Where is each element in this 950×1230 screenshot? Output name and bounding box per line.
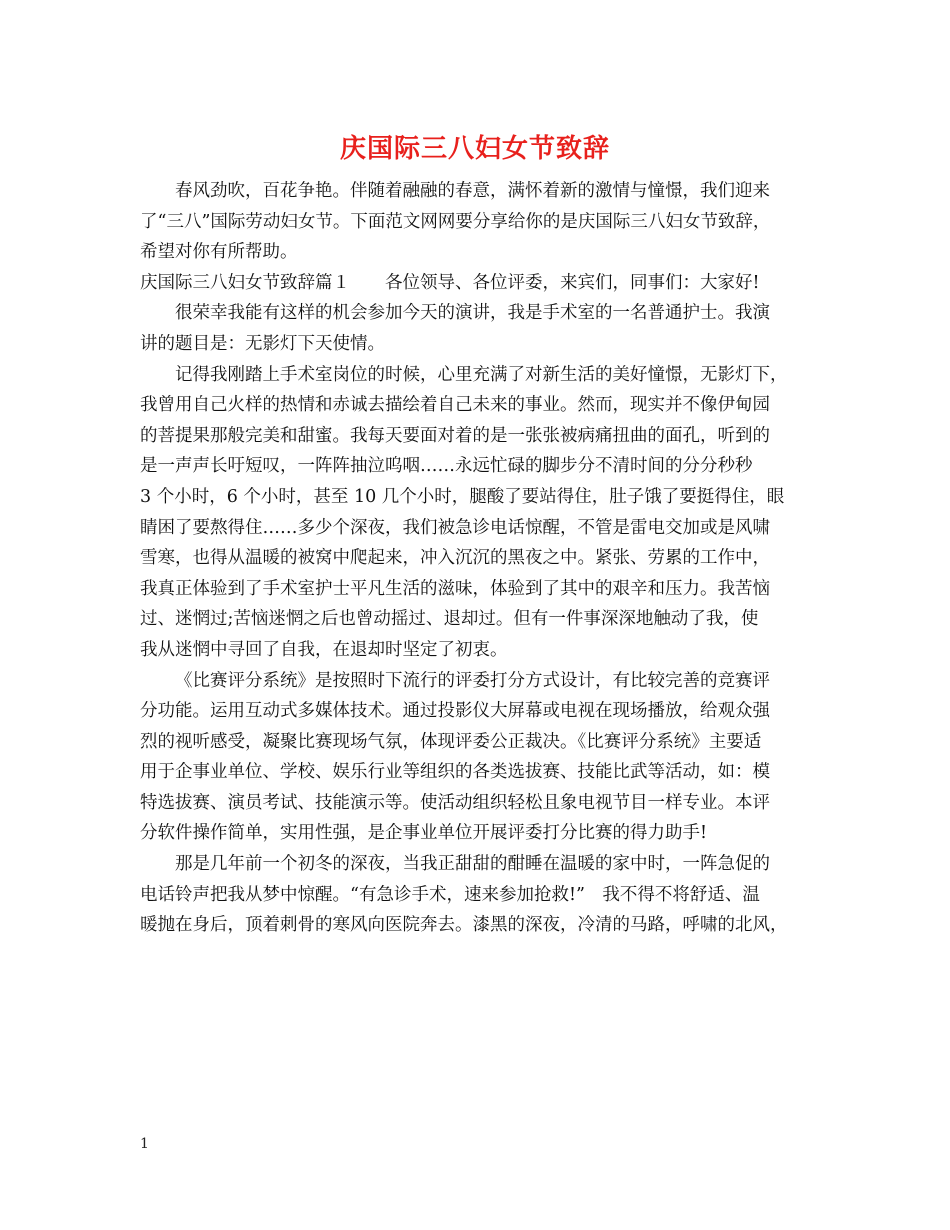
text-line: 用于企事业单位、学校、娱乐行业等组织的各类选拔赛、技能比武等活动，如：模 [140, 762, 770, 783]
page-number: 1 [140, 1136, 149, 1152]
text-line: 我从迷惘中寻回了自我，在退却时坚定了初衷。 [140, 639, 508, 660]
text-line: 那是几年前一个初冬的深夜，当我正甜甜的酣睡在温暖的家中时，一阵急促的 [175, 854, 770, 875]
text-line: 过、迷惘过;苦恼迷惘之后也曾动摇过、退却过。但有一件事深深地触动了我，使 [140, 609, 759, 630]
text-line: 讲的题目是：无影灯下天使情。 [140, 333, 385, 354]
text-line: 电话铃声把我从梦中惊醒。“有急诊手术，速来参加抢救!” 我不得不将舒适、温 [140, 884, 760, 905]
text-line: 记得我刚踏上手术室岗位的时候，心里充满了对新生活的美好憧憬，无影灯下， [175, 364, 788, 385]
text-line: 春风劲吹，百花争艳。伴随着融融的春意，满怀着新的激情与憧憬，我们迎来 [175, 181, 770, 201]
text-line: 的菩提果那般完美和甜蜜。我每天要面对着的是一张张被病痛扭曲的面孔，听到的 [140, 425, 770, 446]
text-line: 特选拔赛、演员考试、技能演示等。使活动组织轻松且象电视节目一样专业。本评 [140, 792, 770, 813]
text-line: 了“三八”国际劳动妇女节。下面范文网网要分享给你的是庆国际三八妇女节致辞， [140, 211, 771, 232]
text-line: 我真正体验到了手术室护士平凡生活的滋味，体验到了其中的艰辛和压力。我苦恼 [140, 578, 770, 599]
text-line: 睛困了要熬得住……多少个深夜，我们被急诊电话惊醒，不管是雷电交加或是风啸 [140, 517, 770, 538]
text-line: 暖抛在身后，顶着刺骨的寒风向医院奔去。漆黑的深夜，冷清的马路，呼啸的北风， [140, 915, 788, 936]
text-line: 希望对你有所帮助。 [140, 242, 298, 263]
text-line: 分软件操作简单，实用性强，是企事业单位开展评委打分比赛的得力助手! [140, 823, 708, 844]
document-title: 庆国际三八妇女节致辞 [339, 134, 610, 164]
text-line: 3 个小时，6 个小时，甚至 10 几个小时，腿酸了要站得住，肚子饿了要挺得住，眼 [140, 486, 785, 507]
text-line: 雪寒，也得从温暖的被窝中爬起来，冲入沉沉的黑夜之中。紧张、劳累的工作中， [140, 548, 770, 569]
text-line: 分功能。运用互动式多媒体技术。通过投影仪大屏幕或电视在现场播放，给观众强 [140, 701, 770, 722]
text-line: 很荣幸我能有这样的机会参加今天的演讲，我是手术室的一名普通护士。我演 [175, 303, 770, 324]
text-line: 《比赛评分系统》是按照时下流行的评委打分方式设计，有比较完善的竞赛评 [175, 670, 770, 691]
text-line: 烈的视听感受，凝聚比赛现场气氛，体现评委公正裁决。《比赛评分系统》主要适 [140, 731, 762, 752]
text-line: 庆国际三八妇女节致辞篇１ 各位领导、各位评委，来宾们，同事们：大家好! [140, 272, 760, 293]
text-line: 是一声声长吁短叹，一阵阵抽泣呜咽……永远忙碌的脚步分不清时间的分分秒秒 [140, 456, 753, 477]
document-body [140, 176, 820, 941]
text-line: 我曾用自己火样的热情和赤诚去描绘着自己未来的事业。然而，现实并不像伊甸园 [140, 395, 770, 416]
